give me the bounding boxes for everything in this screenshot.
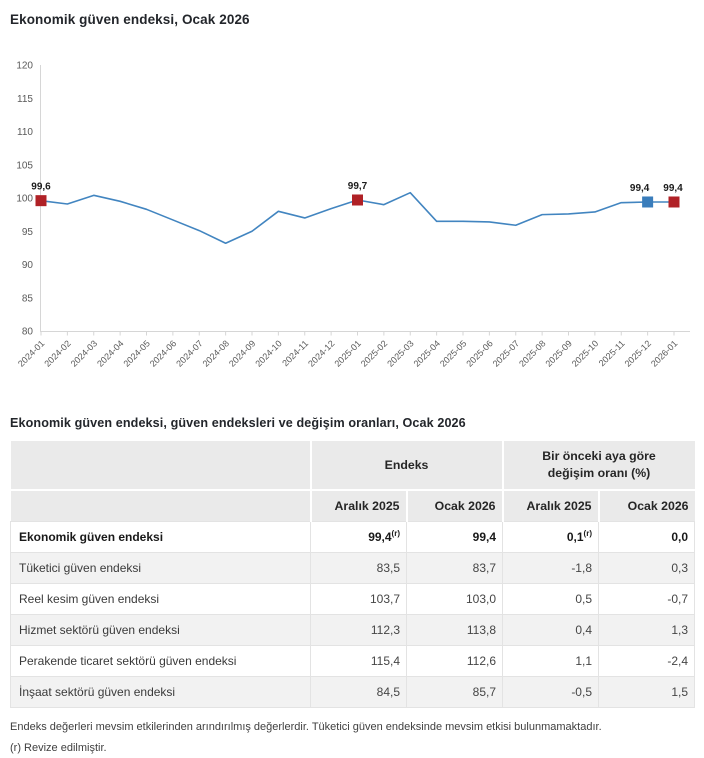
row-label: Ekonomik güven endeksi — [11, 522, 311, 553]
data-point-marker — [36, 195, 47, 206]
cell-value: 0,5 — [503, 584, 599, 615]
table-group-header: Endeks — [311, 441, 503, 490]
y-axis-tick-label: 100 — [16, 193, 33, 205]
confidence-line-chart — [0, 44, 704, 390]
footnote-seasonal-adjustment: Endeks değerleri mevsim etkilerinden arındırılmış değerlerdir. Tüketici güven endeksinde mevsim etkisi bulunmamaktadır. — [10, 721, 602, 733]
x-axis-tick-label: 2025-03 — [385, 338, 416, 369]
cell-value: 83,7 — [407, 553, 503, 584]
x-axis-tick-label: 2025-02 — [358, 338, 390, 369]
x-axis-tick-label: 2026-01 — [648, 338, 680, 369]
x-axis-tick-label: 2025-05 — [437, 338, 469, 369]
cell-value: 112,3 — [311, 615, 407, 646]
footnotes — [0, 708, 704, 758]
x-axis-tick-label: 2024-04 — [95, 338, 126, 369]
y-axis-tick-label: 115 — [17, 93, 33, 105]
axis-line — [41, 65, 691, 332]
footnote-revision: (r) Revize edilmiştir. — [10, 742, 107, 754]
table-header — [11, 441, 695, 522]
x-axis-tick-label: 2024-09 — [226, 338, 258, 369]
chart-title: Ekonomik güven endeksi, Ocak 2026 — [10, 12, 250, 27]
x-axis-tick-label: 2025-08 — [517, 338, 548, 369]
x-axis-tick-label: 2025-06 — [464, 338, 495, 369]
cell-value: 0,3 — [599, 553, 695, 584]
cell-value: 1,1 — [503, 646, 599, 677]
table-group-header: Bir önceki aya göre değişim oranı (%) — [503, 441, 695, 490]
x-axis-tick-label: 2025-01 — [332, 338, 363, 369]
x-axis-tick-label: 2025-11 — [596, 338, 627, 369]
table-title: Ekonomik güven endeksi, güven endeksleri ve değişim oranları, Ocak 2026 — [10, 416, 466, 430]
cell-value: 84,5 — [311, 677, 407, 708]
x-axis-tick-label: 2024-11 — [280, 338, 311, 369]
cell-value: 103,7 — [311, 584, 407, 615]
row-label: İnşaat sektörü güven endeksi — [11, 677, 311, 708]
x-axis-tick-label: 2024-02 — [42, 338, 73, 369]
revision-superscript: (r) — [583, 529, 592, 538]
y-axis-tick-label: 90 — [21, 260, 33, 271]
row-label: Perakende ticaret sektörü güven endeksi — [11, 646, 311, 677]
table-row — [11, 677, 695, 708]
cell-value: 113,8 — [407, 615, 503, 646]
cell-value: 0,0 — [599, 522, 695, 553]
y-axis-tick-label: 80 — [21, 326, 33, 338]
table-row — [11, 553, 695, 584]
cell-value: 115,4 — [311, 646, 407, 677]
cell-value: -0,7 — [599, 584, 695, 615]
table-column-header: Aralık 2025 — [503, 490, 599, 522]
y-axis-tick-label: 120 — [16, 60, 33, 72]
data-point-label: 99,6 — [31, 181, 51, 193]
y-axis-tick-label: 95 — [21, 226, 33, 238]
data-point-label: 99,4 — [629, 182, 650, 194]
cell-value: 1,3 — [599, 615, 695, 646]
x-axis-tick-label: 2024-03 — [68, 338, 100, 369]
row-label: Tüketici güven endeksi — [11, 553, 311, 584]
x-axis-tick-label: 2025-12 — [622, 338, 654, 369]
x-axis-tick-label: 2024-10 — [253, 338, 284, 369]
table-body — [11, 522, 695, 708]
table-group-header — [11, 441, 311, 490]
data-point-label: 99,7 — [347, 180, 368, 192]
table-row — [11, 646, 695, 677]
data-point-label: 99,4 — [663, 182, 683, 194]
x-axis-tick-label: 2025-07 — [490, 338, 522, 369]
data-point-marker — [642, 196, 653, 207]
x-axis-tick-label: 2025-09 — [543, 338, 574, 369]
x-axis-tick-label: 2024-07 — [174, 338, 205, 369]
table-column-header: Ocak 2026 — [407, 490, 503, 522]
x-axis-tick-label: 2024-05 — [121, 338, 152, 369]
table-column-header: Ocak 2026 — [599, 490, 695, 522]
table-row — [11, 615, 695, 646]
y-axis-tick-label: 85 — [21, 293, 33, 305]
table-row — [11, 522, 695, 553]
table-column-header — [11, 490, 311, 522]
revision-superscript: (r) — [391, 529, 400, 538]
cell-value: 1,5 — [599, 677, 695, 708]
x-axis-tick-label: 2024-12 — [306, 338, 337, 369]
table-row — [11, 584, 695, 615]
cell-value: 99,4$^{(r)}$ — [311, 522, 407, 553]
cell-value: -0,5 — [503, 677, 599, 708]
cell-value: 99,4 — [407, 522, 503, 553]
data-point-marker — [352, 194, 363, 205]
row-label: Reel kesim güven endeksi — [11, 584, 311, 615]
y-axis-tick-label: 110 — [17, 127, 33, 138]
cell-value: 83,5 — [311, 553, 407, 584]
x-axis-tick-label: 2025-04 — [411, 338, 443, 369]
x-axis-tick-label: 2024-06 — [147, 338, 179, 369]
cell-value: 0,4 — [503, 615, 599, 646]
table-column-header: Aralık 2025 — [311, 490, 407, 522]
data-point-marker — [669, 196, 680, 207]
cell-value: 103,0 — [407, 584, 503, 615]
confidence-table — [10, 441, 695, 708]
cell-value: -2,4 — [599, 646, 695, 677]
cell-value: 112,6 — [407, 646, 503, 677]
x-axis-tick-label: 2024-08 — [200, 338, 232, 369]
cell-value: 85,7 — [407, 677, 503, 708]
x-axis-tick-label: 2024-01 — [15, 338, 47, 369]
cell-value: -1,8 — [503, 553, 599, 584]
y-axis-tick-label: 105 — [16, 160, 33, 172]
row-label: Hizmet sektörü güven endeksi — [11, 615, 311, 646]
cell-value: 0,1$^{(r)}$ — [503, 522, 599, 553]
x-axis-tick-label: 2025-10 — [569, 338, 601, 369]
